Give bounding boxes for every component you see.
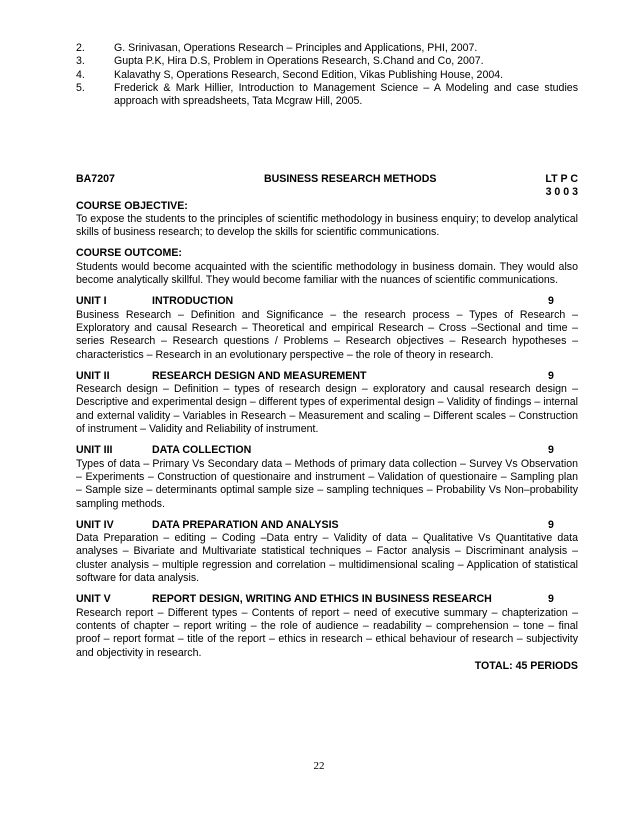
unit-title: DATA COLLECTION bbox=[152, 444, 252, 457]
unit-header bbox=[76, 370, 578, 383]
unit-content: Research design – Definition – types of research design – exploratory and causal research design – Descriptive and experimental design – different types of experimental design – Validity of findings – internal and external validity – Variables in Research – Measurement and scaling – Different scales – Construction of instrument – Validity and Reliability of instrument. bbox=[76, 383, 578, 436]
unit-block bbox=[76, 370, 578, 436]
reference-text: G. Srinivasan, Operations Research – Principles and Applications, PHI, 2007. bbox=[114, 42, 478, 54]
unit-block bbox=[76, 444, 578, 510]
unit-number: UNIT II bbox=[76, 369, 110, 382]
page-number: 22 bbox=[313, 760, 325, 772]
reference-text: Kalavathy S, Operations Research, Second Edition, Vikas Publishing House, 2004. bbox=[114, 68, 504, 81]
unit-hours: 9 bbox=[548, 593, 554, 606]
reference-list bbox=[76, 42, 578, 108]
unit-header bbox=[76, 519, 578, 532]
reference-item bbox=[76, 42, 578, 55]
course-section bbox=[76, 173, 578, 673]
unit-header bbox=[76, 295, 578, 308]
unit-block bbox=[76, 593, 578, 659]
reference-number: 2. bbox=[76, 42, 85, 54]
outcome-text: Students would become acquainted with the scientific methodology in business domain. They would also become analytically skillful. They would become familiar with the nuances of scientific communications. bbox=[76, 260, 578, 287]
reference-text: Frederick & Mark Hillier, Introduction to Management Science – A Modeling and case studies approach with spreadsheets, Tata Mcgraw Hill, 2005. bbox=[114, 81, 578, 108]
unit-number: UNIT V bbox=[76, 593, 111, 606]
unit-content: Types of data – Primary Vs Secondary data – Methods of primary data collection – Survey Vs Observation – Experiments – Construction of questionaire and instrument – Validation of questionaire – Sampling plan – Sample size – determinants optimal sample size – sampling techniques – Probability Vs Non–probability sampling methods. bbox=[76, 457, 578, 510]
unit-title: REPORT DESIGN, WRITING AND ETHICS IN BUSINESS RESEARCH bbox=[152, 593, 492, 606]
unit-title: RESEARCH DESIGN AND MEASUREMENT bbox=[152, 369, 367, 382]
unit-title: DATA PREPARATION AND ANALYSIS bbox=[152, 518, 339, 531]
unit-content: Data Preparation – editing – Coding –Data entry – Validity of data – Qualitative Vs Quantitative data analyses – Bivariate and Multivariate statistical techniques – Factor analysis – Discriminant analysis – cluster analysis – multiple regression and correlation – multidimensional scaling – Application of statistical software for data analysis. bbox=[76, 532, 578, 585]
unit-header bbox=[76, 593, 578, 606]
reference-item bbox=[76, 82, 578, 109]
unit-hours: 9 bbox=[548, 369, 554, 382]
reference-item bbox=[76, 69, 578, 82]
unit-block bbox=[76, 295, 578, 361]
reference-number: 5. bbox=[76, 81, 85, 94]
unit-title: INTRODUCTION bbox=[152, 295, 234, 308]
reference-item bbox=[76, 55, 578, 68]
ltpc-label: LT P C bbox=[545, 173, 578, 185]
course-header bbox=[76, 173, 578, 186]
unit-number: UNIT IV bbox=[76, 518, 114, 531]
objective-text: To expose the students to the principles of scientific methodology in business enquiry; to develop analytical skills of business research; to develop the skills for scientific communications. bbox=[76, 212, 578, 239]
unit-content: Research report – Different types – Contents of report – need of executive summary – chapterization – contents of chapter – report writing – the role of audience – readability – comprehension – tone – final proof – report format – title of the report – ethics in research – ethical behaviour of research – subjectivity and objectivity in research. bbox=[76, 606, 578, 659]
course-code: BA7207 bbox=[76, 173, 115, 185]
unit-content: Business Research – Definition and Significance – the research process – Types of Research – Exploratory and causal Research – Theoretical and empirical Research – Cross –Sectional and time – series Research – Research questions / Problems – Research objectives – Research hypotheses – characteristics – Research in an evolutionary perspective – the role of theory in research. bbox=[76, 308, 578, 361]
reference-number: 4. bbox=[76, 68, 85, 81]
total-periods: TOTAL: 45 PERIODS bbox=[474, 659, 578, 672]
unit-block bbox=[76, 519, 578, 585]
unit-number: UNIT I bbox=[76, 295, 107, 308]
unit-hours: 9 bbox=[548, 444, 554, 457]
ltpc-values: 3 0 0 3 bbox=[545, 186, 578, 199]
objective-heading: COURSE OBJECTIVE: bbox=[76, 199, 188, 212]
unit-number: UNIT III bbox=[76, 444, 113, 457]
reference-number: 3. bbox=[76, 55, 85, 68]
outcome-heading: COURSE OUTCOME: bbox=[76, 247, 182, 260]
reference-text: Gupta P.K, Hira D.S, Problem in Operations Research, S.Chand and Co, 2007. bbox=[114, 55, 484, 68]
unit-hours: 9 bbox=[548, 295, 554, 308]
unit-hours: 9 bbox=[548, 518, 554, 531]
course-title: BUSINESS RESEARCH METHODS bbox=[264, 173, 437, 185]
unit-header bbox=[76, 444, 578, 457]
